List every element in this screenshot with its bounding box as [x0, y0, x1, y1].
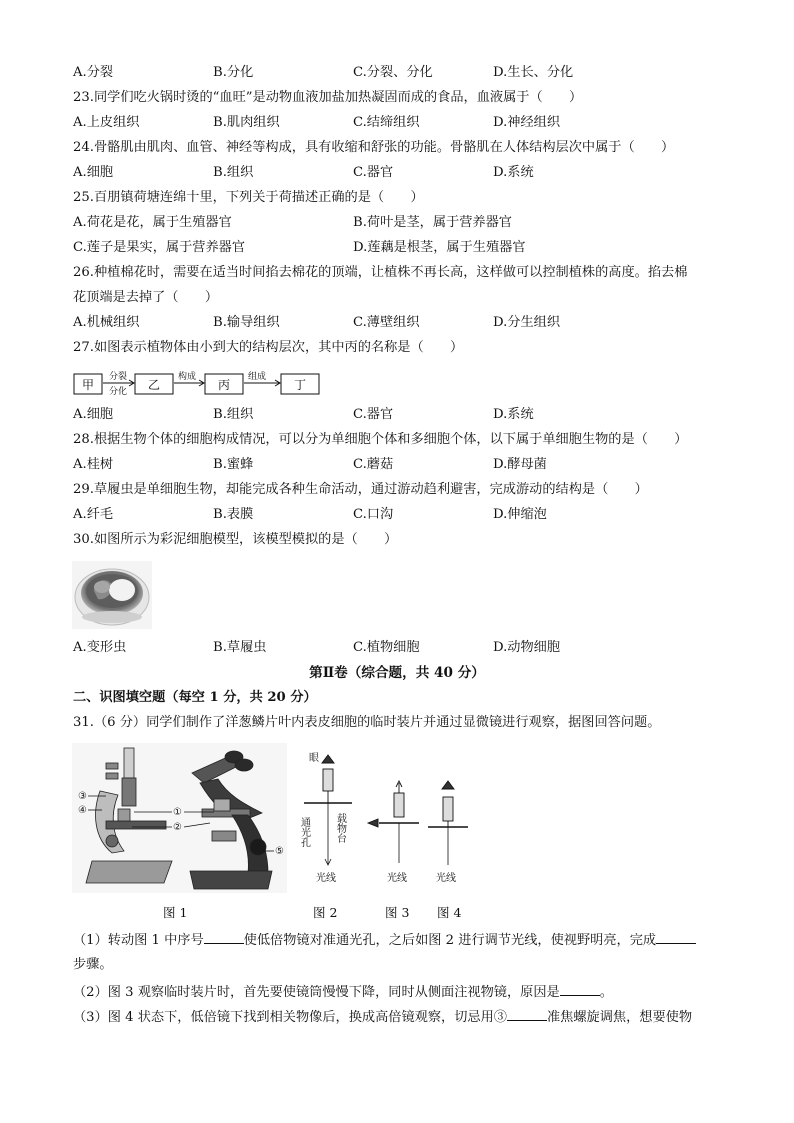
flow-arrow3-label: 组成 — [247, 372, 267, 382]
answer-blank-3[interactable] — [560, 983, 600, 996]
caption-fig3: 图 3 — [385, 905, 410, 920]
q31-sub2-text-a: （2）图 3 观察临时装片时，首先要使镜筒慢慢下降，同时从侧面注视物镜，原因是 — [73, 985, 560, 1000]
q23-option-c: C.结缔组织 — [353, 115, 420, 130]
q31-sub1-text-b: 使低倍物镜对准通光孔，之后如图 2 进行调节光线，使视野明亮，完成 — [243, 933, 657, 948]
q24-text: 24.骨骼肌由肌肉、血管、神经等构成，具有收缩和舒张的功能。骨骼肌在人体结构层次中属于（ ） — [73, 140, 675, 155]
q24-option-d: D.系统 — [493, 165, 534, 180]
q27-option-d: D.系统 — [493, 407, 534, 422]
q31-sub2-line — [73, 983, 613, 1002]
q28-option-b: B.蜜蜂 — [213, 457, 254, 472]
flow-arrow2-label: 构成 — [177, 372, 197, 382]
flow-box-bing-label: 丙 — [217, 378, 231, 392]
q24-option-a: A.细胞 — [73, 165, 114, 180]
fig3-light-label: 光线 — [387, 873, 407, 884]
section2-title: 第Ⅱ卷（综合题，共 40 分） — [309, 665, 485, 681]
q31-sub3-text-b: 准焦螺旋调焦，想要使物 — [546, 1010, 693, 1025]
q30-option-a: A.变形虫 — [73, 640, 127, 655]
caption-fig1: 图 1 — [163, 905, 188, 920]
q27-option-c: C.器官 — [353, 407, 394, 422]
fig1-marker-1: ① — [173, 807, 182, 818]
fig3-side-eye-icon — [368, 819, 378, 827]
q25-text: 25.百朋镇荷塘连绵十里，下列关于荷描述正确的是（ ） — [73, 190, 424, 205]
q31-sub2-text-b: 。 — [599, 985, 613, 1000]
fig4-eye-icon — [442, 781, 454, 789]
q23-option-a: A.上皮组织 — [73, 115, 140, 130]
fig2-aperture-label: 通光孔 — [298, 817, 310, 847]
flow-arrow1-bottom-label: 分化 — [108, 387, 128, 397]
q27-option-b: B.组织 — [213, 407, 254, 422]
q31-sub3-line — [73, 1008, 692, 1027]
q23-option-d: D.神经组织 — [493, 115, 561, 130]
q31-sub1-line1 — [73, 931, 696, 950]
q27-option-a: A.细胞 — [73, 407, 114, 422]
q29-option-b: B.表膜 — [213, 507, 254, 522]
q29-option-c: C.口沟 — [353, 507, 394, 522]
q22-option-a: A.分裂 — [73, 65, 114, 80]
fig2-eye-icon — [322, 755, 334, 763]
q26-option-a: A.机械组织 — [73, 315, 140, 330]
flow-box-jia-label: 甲 — [81, 378, 95, 392]
structure-level-flow-diagram — [73, 368, 333, 398]
flow-box-yi-label: 乙 — [147, 378, 161, 392]
fig4-light-label: 光线 — [436, 873, 456, 884]
q22-option-d: D.生长、分化 — [493, 65, 574, 80]
q25-option-a: A.荷花是花，属于生殖器官 — [73, 215, 232, 230]
q31-sub1-text-a: （1）转动图 1 中序号 — [73, 933, 204, 948]
q26-option-b: B.输导组织 — [213, 315, 280, 330]
q26-text-line1: 26.种植棉花时，需要在适当时间掐去棉花的顶端，让植株不再长高，这样做可以控制植株的高度。掐去棉 — [73, 265, 688, 280]
q26-option-d: D.分生组织 — [493, 315, 561, 330]
fig2-eye-label: 眼 — [309, 753, 319, 764]
q22-option-b: B.分化 — [213, 65, 254, 80]
q28-option-d: D.酵母菌 — [493, 457, 547, 472]
caption-fig2: 图 2 — [313, 905, 338, 920]
q30-option-b: B.草履虫 — [213, 640, 267, 655]
q24-option-c: C.器官 — [353, 165, 394, 180]
q25-option-d: D.莲藕是根茎，属于生殖器官 — [353, 240, 526, 255]
fig2-stage-label: 载物台 — [334, 813, 346, 843]
microscope-figure — [72, 743, 472, 903]
q30-text: 30.如图所示为彩泥细胞模型，该模型模拟的是（ ） — [73, 532, 398, 547]
q30-option-c: C.植物细胞 — [353, 640, 420, 655]
flow-box-ding-label: 丁 — [293, 378, 307, 392]
answer-blank-2[interactable] — [656, 931, 696, 944]
fig1-marker-4: ④ — [78, 805, 87, 816]
fig1-marker-5: ⑤ — [275, 846, 284, 857]
answer-blank-4[interactable] — [507, 1008, 547, 1021]
q23-text: 23.同学们吃火锅时烫的“血旺”是动物血液加盐加热凝固而成的食品，血液属于（ ） — [73, 90, 583, 105]
flow-arrow1-top-label: 分裂 — [108, 372, 128, 382]
q29-option-a: A.纤毛 — [73, 507, 114, 522]
q27-text: 27.如图表示植物体由小到大的结构层次，其中丙的名称是（ ） — [73, 340, 464, 355]
q26-option-c: C.薄壁组织 — [353, 315, 420, 330]
q25-option-b: B.荷叶是茎，属于营养器官 — [353, 215, 512, 230]
q22-option-c: C.分裂、分化 — [353, 65, 433, 80]
q31-sub3-text-a: （3）图 4 状态下，低倍镜下找到相关物像后，换成高倍镜观察，切忌用③ — [73, 1010, 507, 1025]
fig1-marker-3: ③ — [78, 791, 87, 802]
q26-text-line2: 花顶端是去掉了（ ） — [73, 290, 219, 305]
q28-text: 28.根据生物个体的细胞构成情况，可以分为单细胞个体和多细胞个体，以下属于单细胞生物的是（ ） — [73, 432, 688, 447]
fig1-marker-2: ② — [173, 822, 182, 833]
q25-option-c: C.莲子是果实，属于营养器官 — [73, 240, 246, 255]
q23-option-b: B.肌肉组织 — [213, 115, 280, 130]
q28-option-c: C.蘑菇 — [353, 457, 394, 472]
answer-blank-1[interactable] — [204, 931, 244, 944]
part2-heading: 二、识图填空题（每空 1 分，共 20 分） — [73, 690, 317, 705]
fig3-diagram — [368, 781, 419, 863]
caption-fig4: 图 4 — [437, 905, 462, 920]
fig4-diagram — [428, 781, 468, 865]
q28-option-a: A.桂树 — [73, 457, 114, 472]
q31-sub1-text-c: 步骤。 — [73, 957, 113, 972]
q29-option-d: D.伸缩泡 — [493, 507, 547, 522]
fig2-light-label: 光线 — [316, 873, 336, 884]
clay-cell-model-image — [72, 561, 152, 629]
q24-option-b: B.组织 — [213, 165, 254, 180]
q30-option-d: D.动物细胞 — [493, 640, 561, 655]
fig2-diagram — [304, 755, 352, 865]
q31-text: 31.（6 分）同学们制作了洋葱鳞片叶内表皮细胞的临时装片并通过显微镜进行观察，据图回答问题。 — [73, 715, 661, 730]
q29-text: 29.草履虫是单细胞生物，却能完成各种生命活动，通过游动趋利避害，完成游动的结构是（ ） — [73, 482, 648, 497]
